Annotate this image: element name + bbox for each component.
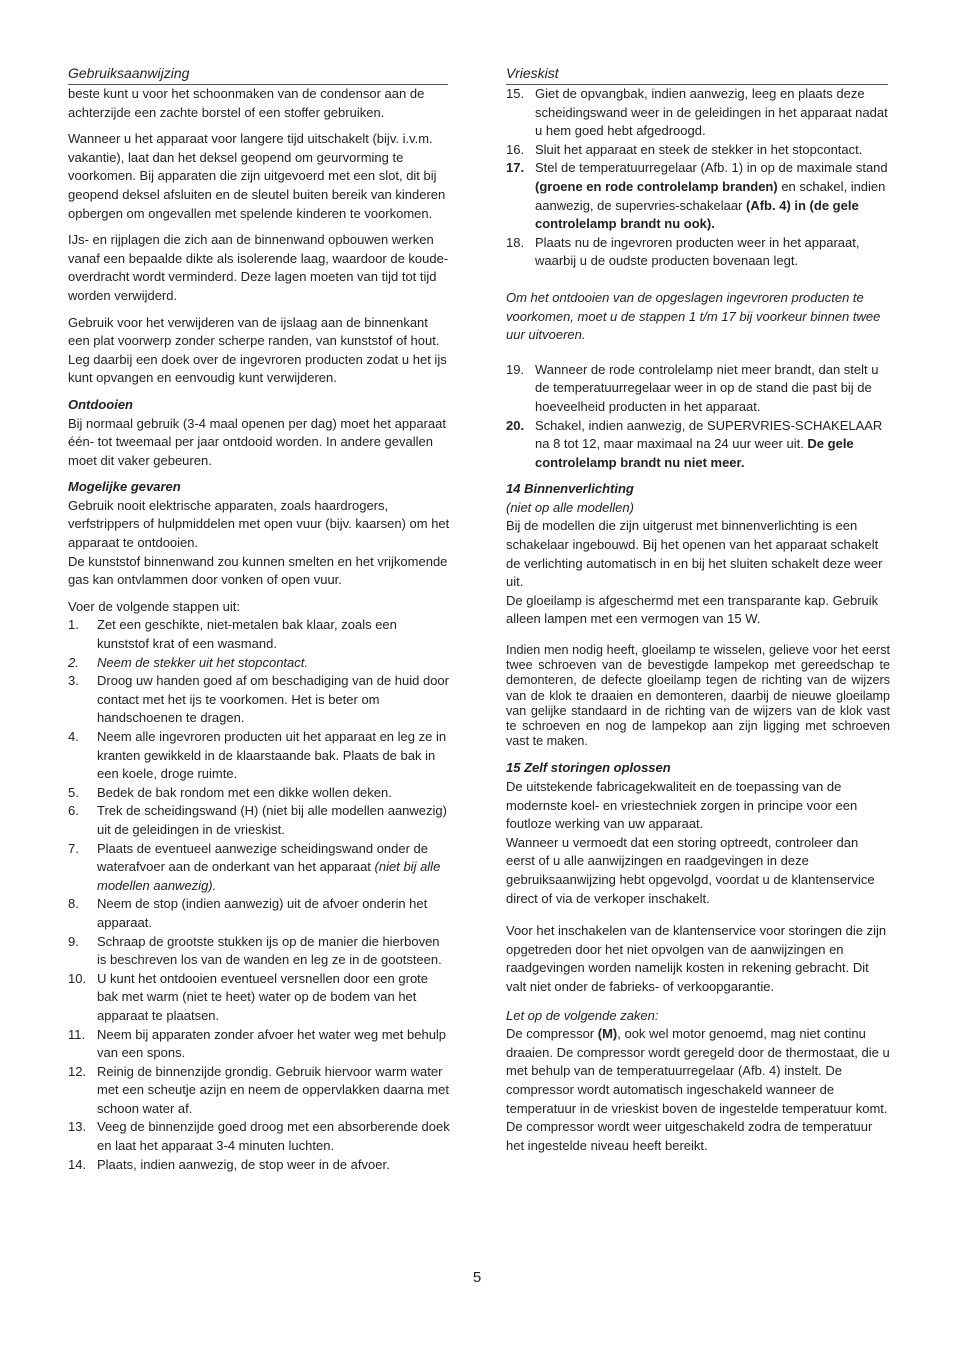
step-number: 2. (68, 654, 79, 670)
step-text: Schraap de grootste stukken ijs op de manier die hierboven is beschreven los van de wanden en leg ze in de gootsteen. (97, 933, 442, 968)
paragraph: Wanneer u vermoedt dat een storing optreedt, controleer dan eerst of u alle aanwijzingen en raadgevingen in deze gebruiksaanwijzing hebt opgevolgd, voordat u de klantenservice direct of via de verkoper inschakelt. (506, 834, 875, 906)
list-item (506, 159, 890, 233)
step-number: 6. (68, 803, 79, 819)
step-number: 19. (506, 361, 525, 377)
paragraph: Bij de modellen die zijn uitgerust met binnenverlichting is een schakelaar ingebouwd. Bij het openen van het apparaat schakelt de verlichting automatisch in en bij het sluiten schakelt deze weer uit. (506, 518, 883, 590)
list-item (68, 654, 450, 673)
paragraph: Voer de volgende stappen uit: (68, 598, 241, 614)
subheading: Let op de volgende zaken: (506, 1007, 659, 1023)
step-number: 12. (68, 1063, 87, 1079)
step-text: Bedek de bak rondom met een dikke wollen deken. (97, 784, 392, 800)
paragraph: Bij normaal gebruik (3-4 maal openen per dag) moet het apparaat één- tot tweemaal per jaar ontdooid worden. In andere gevallen moet dit vaker gebeuren. (68, 415, 446, 468)
step-text: Zet een geschikte, niet-metalen bak klaar, zoals een kunststof krat of een wasmand. (97, 617, 397, 652)
step-note: (niet bij alle modellen aanwezig). (97, 859, 441, 893)
step-number: 11. (68, 1026, 86, 1042)
page-number: 5 (472, 1269, 482, 1286)
step-text: Reinig de binnenzijde grondig. Gebruik hiervoor warm water met een scheutje azijn en neem de oppervlakken daarna met schoon water af. (97, 1063, 449, 1116)
paragraph: De uitstekende fabricagekwaliteit en de toepassing van de modernste koel- en vriestechniek zorgen in principe voor een foutloze werking van uw apparaat. (506, 779, 858, 832)
list-item (68, 1156, 450, 1175)
paragraph: Wanneer u het apparaat voor langere tijd uitschakelt (bijv. i.v.m. vakantie), laat dan het deksel geopend om geurvorming te voorkomen. Bij apparaten die zijn uitgevoerd met een slot, dit bij geopend deksel afsluiten en de sleutel buiten bereik van kinderen opbergen om ongevallen met spelende kinderen te voorkomen. (68, 131, 446, 221)
step-number: 14. (68, 1156, 87, 1172)
text-bold: (M) (597, 1026, 618, 1042)
list-item (68, 1063, 450, 1119)
paragraph: De gloeilamp is afgeschermd met een transparante kap. Gebruik alleen lampen met een vermogen van 15 W. (506, 592, 879, 627)
steps-list-final (506, 361, 890, 473)
list-item (68, 616, 450, 653)
paragraph: De kunststof binnenwand zou kunnen smelten en het vrijkomende gas kan ontvlammen door vonken of open vuur. (68, 553, 448, 588)
list-item (68, 802, 450, 839)
list-item (68, 784, 450, 803)
list-item (68, 1026, 450, 1063)
step-number: 3. (68, 673, 79, 689)
list-item (68, 840, 450, 896)
paragraph (506, 1025, 890, 1155)
step-number: 18. (506, 234, 525, 250)
step-text: Neem de stekker uit het stopcontact. (97, 654, 308, 670)
list-item (506, 141, 890, 160)
list-item (68, 895, 450, 932)
list-item (68, 970, 450, 1026)
step-text-bold: (groene en rode controlelamp branden) (535, 178, 778, 194)
paragraph: Voor het inschakelen van de klantenservice voor storingen die zijn opgetreden door het niet opvolgen van de aanwijzingen en raadgevingen worden namelijk kosten in rekening gebracht. Dit valt niet onder de fabrieks- of verkoopgarantie. (506, 923, 887, 994)
header-title: Gebruiksaanwijzing (68, 64, 448, 85)
step-number: 4. (68, 729, 79, 744)
note: Om het ontdooien van de opgeslagen ingevroren producten te voorkomen, moet u de stappen 1 t/m 17 bij voorkeur binnen twee uur uitvoeren. (506, 289, 881, 343)
step-text: Plaats de eventueel aanwezige scheidingswand onder de waterafvoer aan de onderkant van het apparaat (97, 840, 429, 875)
step-text: Neem alle ingevroren producten uit het apparaat en leg ze in kranten gewikkeld in de klaarstaande bak. Plaats de bak in een koele, droge ruimte. (97, 729, 447, 782)
list-item (68, 933, 450, 970)
paragraph: IJs- en rijplagen die zich aan de binnenwand opbouwen werken vanaf een bepaalde dikte als isolerende laag, waardoor de koude-overdracht wordt verminderd. Deze lagen moeten van tijd tot tijd worden verwijderd. (68, 232, 449, 303)
step-text: Trek de scheidingswand (H) (niet bij alle modellen aanwezig) uit de geleidingen in de vrieskist. (97, 803, 447, 837)
step-text: Sluit het apparaat en steek de stekker in het stopcontact. (535, 141, 863, 157)
text: De compressor (506, 1026, 598, 1042)
step-number: 13. (68, 1119, 87, 1135)
step-text-bold: De gele controlelamp brandt nu niet meer. (535, 436, 854, 470)
step-number: 17. (506, 160, 525, 176)
text: , ook wel motor genoemd, mag niet continu draaien. De compressor wordt geregeld door de thermostaat, die u met behulp van de temperatuurregelaar (Afb. 4) instelt. De compressor wordt automatisch ingeschakeld wanneer de temperatuur in de vrieskist boven de ingestelde temperatuur komt. De compressor wordt weer uitgeschakeld zodra de temperatuur het ingestelde niveau heeft bereikt. (506, 1026, 890, 1153)
step-number: 20. (506, 417, 525, 433)
step-text: Neem bij apparaten zonder afvoer het water weg met behulp van een spons. (97, 1026, 447, 1061)
step-text-bold: (Afb. 4) in (de gele controlelamp brandt nu ook). (535, 197, 859, 232)
paragraph: Gebruik nooit elektrische apparaten, zoals haardrogers, verfstrippers of hulpmiddelen met open vuur (bijv. kaarsen) om het apparaat te ontdooien. (68, 497, 450, 551)
step-number: 5. (68, 784, 79, 800)
step-number: 8. (68, 896, 79, 912)
step-number: 10. (68, 970, 87, 986)
step-text: Plaats nu de ingevroren producten weer in het apparaat, waarbij u de oudste producten bovenaan legt. (535, 234, 860, 269)
list-item (68, 672, 450, 728)
header-section: Vrieskist (506, 64, 888, 85)
step-text: Stel de temperatuurregelaar (Afb. 1) in op de maximale stand (535, 160, 888, 176)
step-text: U kunt het ontdooien eventueel versnellen door een grote bak met warm (niet te heet) water op de bodem van het apparaat te plaatsen. (97, 970, 429, 1023)
right-column (506, 85, 890, 1163)
heading-binnenverlichting: 14 Binnenverlichting (506, 481, 634, 497)
step-text: Plaats, indien aanwezig, de stop weer in de afvoer. (97, 1156, 390, 1172)
steps-list (68, 616, 450, 1174)
step-number: 16. (506, 141, 525, 157)
list-item (506, 234, 890, 271)
paragraph: Indien men nodig heeft, gloeilamp te wisselen, gelieve voor het eerst twee schroeven van de bevestigde lampekop met gereedschap te demonteren, de defecte gloeilamp tegen de richting van de wijzers van de klok te draaien en demonteren, daarbij de nieuwe gloeilamp van gelijke standaard in de richting van de wijzers van de klok vast te schroeven en nog de lampekop aan zijn ligging met schroeven vast te maken. (506, 643, 890, 749)
step-text: Giet de opvangbak, indien aanwezig, leeg en plaats deze scheidingswand weer in de geleidingen in het apparaat nadat u hem goed hebt afgedroogd. (535, 86, 888, 139)
paragraph: Leg daarbij een doek over de ingevroren producten zodat u het ijs kunt opvangen en eenvoudig kunt verwijderen. (68, 351, 447, 386)
paragraph: Gebruik voor het verwijderen van de ijslaag aan de binnenkant een plat voorwerp zonder scherpe randen, van kunststof of hout. (68, 314, 440, 349)
left-column (68, 85, 450, 1174)
list-item (506, 361, 890, 417)
step-text: Schakel, indien aanwezig, de SUPERVRIES-SCHAKELAAR na 8 tot 12, maar maximaal na 24 uur weer uit. (535, 417, 883, 452)
step-number: 9. (68, 933, 79, 949)
step-text: Neem de stop (indien aanwezig) uit de afvoer onderin het apparaat. (97, 896, 428, 930)
subheading: (niet op alle modellen) (506, 499, 634, 515)
heading-gevaren: Mogelijke gevaren (68, 479, 181, 495)
step-number: 1. (68, 617, 79, 633)
steps-list-continued (506, 85, 890, 271)
paragraph: beste kunt u voor het schoonmaken van de condensor aan de achterzijde een zachte borstel of een stoffer gebruiken. (68, 86, 425, 120)
list-item (506, 417, 890, 473)
step-text: en schakel, indien aanwezig, de supervries-schakelaar (535, 178, 886, 213)
list-item (68, 728, 450, 784)
step-text: Veeg de binnenzijde goed droog met een absorberende doek en laat het apparaat 3-4 minuten luchten. (97, 1119, 450, 1154)
step-number: 15. (506, 86, 525, 101)
step-text: Wanneer de rode controlelamp niet meer brandt, dan stelt u de temperatuurregelaar weer in op de stand die past bij de hoeveelheid producten in het apparaat. (535, 361, 879, 414)
heading-ontdooien: Ontdooien (68, 396, 133, 412)
heading-storingen: 15 Zelf storingen oplossen (506, 760, 671, 776)
list-item (68, 1118, 450, 1155)
step-text: Droog uw handen goed af om beschadiging van de huid door contact met het ijs te voorkomen. Het is beter om handschoenen te dragen. (97, 673, 449, 726)
list-item (506, 85, 890, 141)
step-number: 7. (68, 840, 79, 856)
